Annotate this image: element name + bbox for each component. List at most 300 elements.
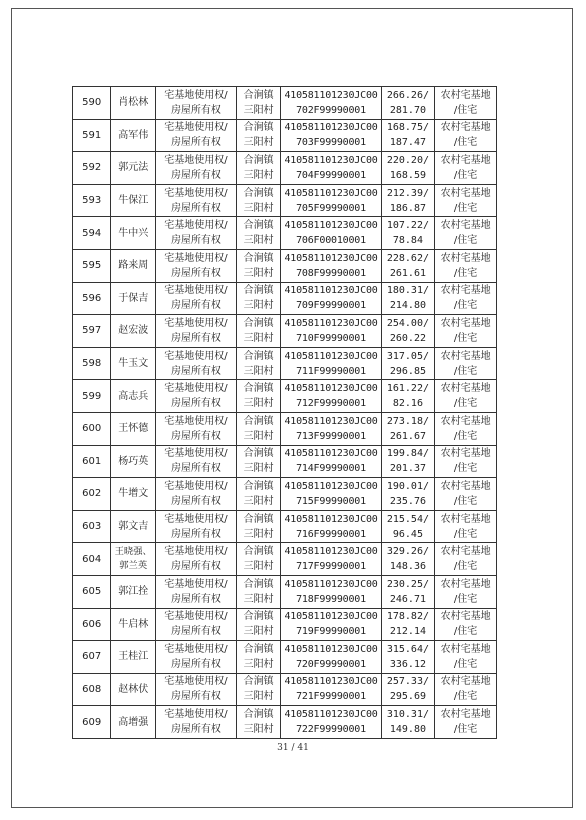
right-type-cell-line: 房屋所有权 <box>170 137 221 149</box>
land-use-cell-line: 农村宅基地 <box>440 578 491 590</box>
area-cell <box>381 282 435 315</box>
owner-name-cell-line: 杨巧英 <box>118 455 149 467</box>
land-use-cell-line: /住宅 <box>453 169 478 181</box>
land-use-cell-line: /住宅 <box>453 398 478 410</box>
location-cell <box>236 380 281 413</box>
right-type-cell-line: 宅基地使用权/ <box>164 154 228 166</box>
right-type-cell <box>155 641 236 674</box>
unit-code-cell-line: 410581101230JC00 <box>284 611 378 623</box>
unit-code-cell-line: 410581101230JC00 <box>284 513 378 525</box>
area-cell-line: 246.71 <box>389 593 426 605</box>
unit-code-cell <box>281 412 381 445</box>
location-cell-line: 合涧镇 <box>243 448 274 460</box>
land-use-cell <box>435 575 497 608</box>
unit-code-cell <box>281 152 381 185</box>
owner-name-cell-line: 肖松林 <box>118 97 149 109</box>
right-type-cell-line: 房屋所有权 <box>170 365 221 377</box>
row-number-cell-line: 593 <box>82 195 102 207</box>
unit-code-cell-line: 410581101230JC00 <box>284 317 378 329</box>
right-type-cell-line: 宅基地使用权/ <box>164 578 228 590</box>
area-cell-line: 148.36 <box>389 561 426 573</box>
area-cell <box>381 543 435 576</box>
right-type-cell-line: 房屋所有权 <box>170 235 221 247</box>
area-cell-line: 82.16 <box>392 398 423 410</box>
row-number-cell <box>73 152 111 185</box>
location-cell-line: 三阳村 <box>243 365 274 377</box>
location-cell-line: 合涧镇 <box>243 643 274 655</box>
owner-name-cell <box>111 575 156 608</box>
row-number-cell-line: 591 <box>82 129 102 141</box>
unit-code-cell <box>281 380 381 413</box>
area-cell-line: 266.26/ <box>386 89 429 101</box>
location-cell-line: 三阳村 <box>243 332 274 344</box>
location-cell-line: 合涧镇 <box>243 220 274 232</box>
area-cell-line: 261.67 <box>389 430 426 442</box>
area-cell <box>381 673 435 706</box>
area-cell <box>381 641 435 674</box>
row-number-cell-line: 598 <box>82 358 102 370</box>
unit-code-cell-line: 704F99990001 <box>296 169 366 181</box>
location-cell-line: 三阳村 <box>243 463 274 475</box>
area-cell-line: 190.01/ <box>386 480 429 492</box>
area-cell-line: 228.62/ <box>386 252 429 264</box>
area-cell <box>381 184 435 217</box>
unit-code-cell-line: 410581101230JC00 <box>284 122 378 134</box>
table-row <box>73 315 497 348</box>
unit-code-cell <box>281 217 381 250</box>
location-cell-line: 三阳村 <box>243 235 274 247</box>
row-number-cell-line: 605 <box>82 586 102 598</box>
right-type-cell <box>155 510 236 543</box>
row-number-cell-line: 596 <box>82 292 102 304</box>
location-cell-line: 合涧镇 <box>243 252 274 264</box>
unit-code-cell <box>281 282 381 315</box>
right-type-cell-line: 房屋所有权 <box>170 267 221 279</box>
unit-code-cell-line: 706F00010001 <box>296 235 366 247</box>
location-cell-line: 三阳村 <box>243 724 274 736</box>
location-cell-line: 合涧镇 <box>243 480 274 492</box>
owner-name-cell <box>111 608 156 641</box>
owner-name-cell-line: 高增强 <box>118 716 149 728</box>
unit-code-cell <box>281 706 381 739</box>
area-cell-line: 96.45 <box>392 528 423 540</box>
right-type-cell-line: 房屋所有权 <box>170 430 221 442</box>
land-use-cell <box>435 217 497 250</box>
land-use-cell <box>435 543 497 576</box>
area-cell-line: 161.22/ <box>386 383 429 395</box>
table-row <box>73 184 497 217</box>
land-use-cell <box>435 641 497 674</box>
unit-code-cell-line: 703F99990001 <box>296 137 366 149</box>
unit-code-cell-line: 410581101230JC00 <box>284 285 378 297</box>
registry-table-body <box>73 87 497 739</box>
area-cell-line: 215.54/ <box>386 513 429 525</box>
right-type-cell <box>155 217 236 250</box>
area-cell-line: 78.84 <box>392 235 423 247</box>
right-type-cell-line: 房屋所有权 <box>170 495 221 507</box>
table-row <box>73 152 497 185</box>
right-type-cell-line: 房屋所有权 <box>170 561 221 573</box>
table-row <box>73 641 497 674</box>
location-cell-line: 合涧镇 <box>243 611 274 623</box>
land-use-cell-line: /住宅 <box>453 430 478 442</box>
location-cell <box>236 673 281 706</box>
unit-code-cell-line: 410581101230JC00 <box>284 187 378 199</box>
right-type-cell-line: 房屋所有权 <box>170 104 221 116</box>
row-number-cell-line: 594 <box>82 227 102 239</box>
area-cell <box>381 119 435 152</box>
row-number-cell <box>73 217 111 250</box>
row-number-cell <box>73 184 111 217</box>
unit-code-cell-line: 410581101230JC00 <box>284 480 378 492</box>
right-type-cell <box>155 608 236 641</box>
right-type-cell <box>155 380 236 413</box>
area-cell <box>381 445 435 478</box>
location-cell-line: 合涧镇 <box>243 285 274 297</box>
unit-code-cell-line: 410581101230JC00 <box>284 578 378 590</box>
owner-name-cell-line: 王晓强、郭兰英 <box>114 546 152 572</box>
land-use-cell-line: 农村宅基地 <box>440 252 491 264</box>
location-cell <box>236 249 281 282</box>
table-row <box>73 543 497 576</box>
land-use-cell-line: /住宅 <box>453 691 478 703</box>
unit-code-cell-line: 711F99990001 <box>296 365 366 377</box>
location-cell <box>236 347 281 380</box>
location-cell-line: 合涧镇 <box>243 513 274 525</box>
area-cell-line: 168.75/ <box>386 122 429 134</box>
owner-name-cell <box>111 119 156 152</box>
owner-name-cell <box>111 445 156 478</box>
row-number-cell-line: 600 <box>82 423 102 435</box>
location-cell <box>236 315 281 348</box>
row-number-cell-line: 606 <box>82 618 102 630</box>
unit-code-cell-line: 410581101230JC00 <box>284 154 378 166</box>
table-row <box>73 380 497 413</box>
row-number-cell <box>73 673 111 706</box>
location-cell-line: 合涧镇 <box>243 187 274 199</box>
land-use-cell-line: /住宅 <box>453 495 478 507</box>
right-type-cell-line: 宅基地使用权/ <box>164 187 228 199</box>
owner-name-cell <box>111 347 156 380</box>
right-type-cell <box>155 478 236 511</box>
land-use-cell <box>435 347 497 380</box>
location-cell-line: 三阳村 <box>243 658 274 670</box>
right-type-cell-line: 房屋所有权 <box>170 398 221 410</box>
land-use-cell <box>435 380 497 413</box>
table-row <box>73 706 497 739</box>
area-cell <box>381 478 435 511</box>
location-cell-line: 三阳村 <box>243 593 274 605</box>
land-use-cell-line: 农村宅基地 <box>440 350 491 362</box>
area-cell-line: 168.59 <box>389 169 426 181</box>
location-cell-line: 三阳村 <box>243 398 274 410</box>
area-cell <box>381 706 435 739</box>
land-use-cell <box>435 673 497 706</box>
right-type-cell-line: 宅基地使用权/ <box>164 643 228 655</box>
land-use-cell-line: /住宅 <box>453 137 478 149</box>
area-cell <box>381 608 435 641</box>
land-use-cell-line: 农村宅基地 <box>440 220 491 232</box>
area-cell-line: 296.85 <box>389 365 426 377</box>
land-use-cell-line: 农村宅基地 <box>440 317 491 329</box>
row-number-cell <box>73 510 111 543</box>
right-type-cell <box>155 673 236 706</box>
area-cell-line: 107.22/ <box>386 220 429 232</box>
row-number-cell-line: 609 <box>82 716 102 728</box>
unit-code-cell-line: 715F99990001 <box>296 495 366 507</box>
owner-name-cell-line: 王怀德 <box>118 423 149 435</box>
land-use-cell <box>435 282 497 315</box>
land-use-cell-line: /住宅 <box>453 332 478 344</box>
location-cell-line: 合涧镇 <box>243 676 274 688</box>
unit-code-cell-line: 718F99990001 <box>296 593 366 605</box>
owner-name-cell <box>111 152 156 185</box>
owner-name-cell-line: 牛玉文 <box>118 358 149 370</box>
area-cell-line: 220.20/ <box>386 154 429 166</box>
area-cell <box>381 152 435 185</box>
land-use-cell <box>435 412 497 445</box>
area-cell-line: 261.61 <box>389 267 426 279</box>
row-number-cell-line: 604 <box>82 553 102 565</box>
right-type-cell-line: 房屋所有权 <box>170 724 221 736</box>
location-cell <box>236 575 281 608</box>
area-cell-line: 212.39/ <box>386 187 429 199</box>
location-cell-line: 合涧镇 <box>243 546 274 558</box>
right-type-cell <box>155 282 236 315</box>
location-cell-line: 三阳村 <box>243 267 274 279</box>
owner-name-cell-line: 牛中兴 <box>118 227 149 239</box>
owner-name-cell-line: 赵宏波 <box>118 325 149 337</box>
land-use-cell <box>435 478 497 511</box>
owner-name-cell-line: 赵林伏 <box>118 683 149 695</box>
location-cell-line: 三阳村 <box>243 430 274 442</box>
land-use-cell-line: 农村宅基地 <box>440 187 491 199</box>
row-number-cell-line: 602 <box>82 488 102 500</box>
owner-name-cell <box>111 184 156 217</box>
right-type-cell-line: 宅基地使用权/ <box>164 252 228 264</box>
table-row <box>73 282 497 315</box>
right-type-cell <box>155 152 236 185</box>
right-type-cell-line: 宅基地使用权/ <box>164 611 228 623</box>
area-cell <box>381 249 435 282</box>
area-cell-line: 230.25/ <box>386 578 429 590</box>
unit-code-cell-line: 410581101230JC00 <box>284 415 378 427</box>
right-type-cell-line: 房屋所有权 <box>170 593 221 605</box>
location-cell-line: 合涧镇 <box>243 415 274 427</box>
page-number: 31 / 41 <box>277 743 309 753</box>
unit-code-cell-line: 410581101230JC00 <box>284 220 378 232</box>
right-type-cell-line: 房屋所有权 <box>170 658 221 670</box>
location-cell-line: 合涧镇 <box>243 154 274 166</box>
location-cell-line: 合涧镇 <box>243 578 274 590</box>
area-cell-line: 201.37 <box>389 463 426 475</box>
table-row <box>73 87 497 120</box>
area-cell <box>381 87 435 120</box>
unit-code-cell <box>281 249 381 282</box>
row-number-cell <box>73 347 111 380</box>
area-cell-line: 281.70 <box>389 104 426 116</box>
area-cell <box>381 575 435 608</box>
land-use-cell-line: 农村宅基地 <box>440 122 491 134</box>
right-type-cell <box>155 119 236 152</box>
unit-code-cell-line: 708F99990001 <box>296 267 366 279</box>
owner-name-cell-line: 牛保江 <box>118 195 149 207</box>
row-number-cell-line: 607 <box>82 651 102 663</box>
land-use-cell-line: /住宅 <box>453 561 478 573</box>
row-number-cell <box>73 706 111 739</box>
right-type-cell-line: 房屋所有权 <box>170 332 221 344</box>
location-cell-line: 三阳村 <box>243 561 274 573</box>
right-type-cell-line: 房屋所有权 <box>170 691 221 703</box>
location-cell-line: 三阳村 <box>243 104 274 116</box>
unit-code-cell <box>281 445 381 478</box>
land-use-cell-line: 农村宅基地 <box>440 709 491 721</box>
land-use-cell-line: 农村宅基地 <box>440 415 491 427</box>
table-row <box>73 445 497 478</box>
location-cell-line: 三阳村 <box>243 202 274 214</box>
row-number-cell-line: 597 <box>82 325 102 337</box>
unit-code-cell-line: 713F99990001 <box>296 430 366 442</box>
land-use-cell-line: /住宅 <box>453 235 478 247</box>
right-type-cell-line: 宅基地使用权/ <box>164 448 228 460</box>
right-type-cell-line: 宅基地使用权/ <box>164 122 228 134</box>
land-use-cell <box>435 706 497 739</box>
land-use-cell <box>435 184 497 217</box>
land-use-cell-line: /住宅 <box>453 300 478 312</box>
location-cell <box>236 543 281 576</box>
right-type-cell-line: 宅基地使用权/ <box>164 220 228 232</box>
location-cell <box>236 282 281 315</box>
right-type-cell-line: 宅基地使用权/ <box>164 480 228 492</box>
right-type-cell <box>155 706 236 739</box>
land-use-cell <box>435 152 497 185</box>
land-use-cell <box>435 445 497 478</box>
location-cell <box>236 152 281 185</box>
unit-code-cell <box>281 347 381 380</box>
row-number-cell <box>73 315 111 348</box>
location-cell-line: 三阳村 <box>243 528 274 540</box>
area-cell-line: 186.87 <box>389 202 426 214</box>
location-cell-line: 合涧镇 <box>243 709 274 721</box>
area-cell-line: 336.12 <box>389 658 426 670</box>
unit-code-cell-line: 410581101230JC00 <box>284 89 378 101</box>
table-row <box>73 217 497 250</box>
owner-name-cell-line: 高志兵 <box>118 390 149 402</box>
location-cell-line: 三阳村 <box>243 691 274 703</box>
land-use-cell-line: /住宅 <box>453 528 478 540</box>
right-type-cell <box>155 347 236 380</box>
owner-name-cell <box>111 543 156 576</box>
row-number-cell-line: 608 <box>82 683 102 695</box>
right-type-cell-line: 宅基地使用权/ <box>164 709 228 721</box>
right-type-cell-line: 宅基地使用权/ <box>164 546 228 558</box>
owner-name-cell-line: 高军伟 <box>118 129 149 141</box>
area-cell-line: 273.18/ <box>386 415 429 427</box>
owner-name-cell-line: 牛增文 <box>118 488 149 500</box>
area-cell-line: 235.76 <box>389 495 426 507</box>
table-row <box>73 347 497 380</box>
area-cell-line: 315.64/ <box>386 643 429 655</box>
row-number-cell <box>73 412 111 445</box>
owner-name-cell-line: 郭元法 <box>118 162 149 174</box>
area-cell-line: 310.31/ <box>386 709 429 721</box>
location-cell <box>236 184 281 217</box>
land-use-cell-line: 农村宅基地 <box>440 448 491 460</box>
unit-code-cell-line: 717F99990001 <box>296 561 366 573</box>
area-cell <box>381 347 435 380</box>
row-number-cell <box>73 608 111 641</box>
location-cell <box>236 87 281 120</box>
owner-name-cell-line: 牛启林 <box>118 618 149 630</box>
location-cell-line: 合涧镇 <box>243 122 274 134</box>
land-use-cell-line: /住宅 <box>453 104 478 116</box>
land-use-cell-line: 农村宅基地 <box>440 285 491 297</box>
unit-code-cell-line: 410581101230JC00 <box>284 448 378 460</box>
owner-name-cell <box>111 706 156 739</box>
land-use-cell-line: 农村宅基地 <box>440 480 491 492</box>
unit-code-cell <box>281 119 381 152</box>
table-row <box>73 478 497 511</box>
row-number-cell-line: 595 <box>82 260 102 272</box>
right-type-cell-line: 宅基地使用权/ <box>164 285 228 297</box>
owner-name-cell-line: 郭文吉 <box>118 521 149 533</box>
land-use-cell-line: /住宅 <box>453 463 478 475</box>
area-cell-line: 329.26/ <box>386 546 429 558</box>
area-cell <box>381 412 435 445</box>
area-cell-line: 149.80 <box>389 724 426 736</box>
location-cell-line: 合涧镇 <box>243 350 274 362</box>
unit-code-cell-line: 705F99990001 <box>296 202 366 214</box>
right-type-cell <box>155 87 236 120</box>
right-type-cell-line: 房屋所有权 <box>170 528 221 540</box>
row-number-cell-line: 590 <box>82 97 102 109</box>
right-type-cell-line: 房屋所有权 <box>170 202 221 214</box>
location-cell <box>236 445 281 478</box>
table-row <box>73 673 497 706</box>
right-type-cell <box>155 249 236 282</box>
owner-name-cell <box>111 641 156 674</box>
location-cell <box>236 706 281 739</box>
unit-code-cell <box>281 641 381 674</box>
unit-code-cell-line: 716F99990001 <box>296 528 366 540</box>
location-cell-line: 合涧镇 <box>243 317 274 329</box>
unit-code-cell <box>281 608 381 641</box>
right-type-cell <box>155 412 236 445</box>
table-row <box>73 608 497 641</box>
owner-name-cell <box>111 315 156 348</box>
land-use-cell-line: 农村宅基地 <box>440 513 491 525</box>
row-number-cell-line: 592 <box>82 162 102 174</box>
owner-name-cell <box>111 412 156 445</box>
right-type-cell-line: 宅基地使用权/ <box>164 513 228 525</box>
row-number-cell <box>73 543 111 576</box>
location-cell <box>236 478 281 511</box>
owner-name-cell-line: 郭江拴 <box>118 586 149 598</box>
unit-code-cell <box>281 510 381 543</box>
row-number-cell <box>73 445 111 478</box>
owner-name-cell <box>111 87 156 120</box>
land-use-cell-line: 农村宅基地 <box>440 89 491 101</box>
owner-name-cell <box>111 282 156 315</box>
owner-name-cell <box>111 478 156 511</box>
table-row <box>73 510 497 543</box>
location-cell-line: 三阳村 <box>243 626 274 638</box>
unit-code-cell <box>281 575 381 608</box>
owner-name-cell <box>111 673 156 706</box>
land-use-cell <box>435 119 497 152</box>
area-cell <box>381 217 435 250</box>
right-type-cell-line: 宅基地使用权/ <box>164 676 228 688</box>
